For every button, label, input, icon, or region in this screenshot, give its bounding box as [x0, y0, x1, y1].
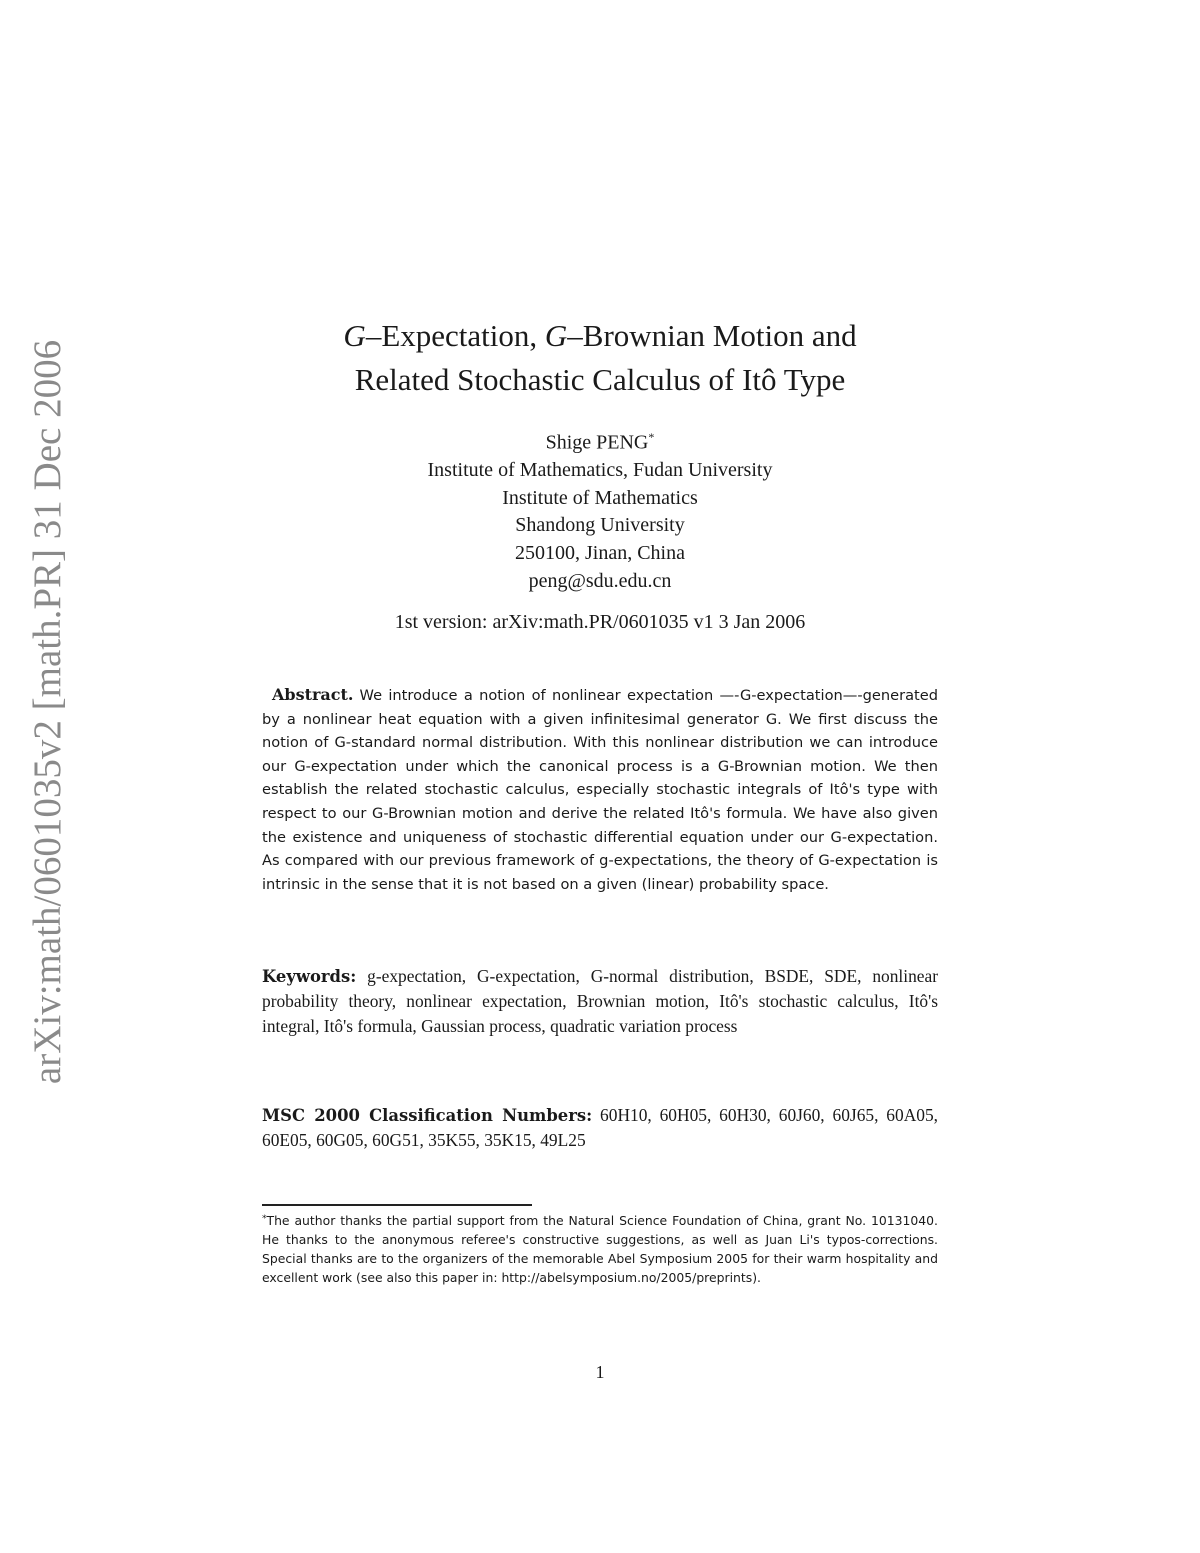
arxiv-side-stamp: arXiv:math/0601035v2 [math.PR] 31 Dec 2006 [26, 339, 69, 1085]
author-name: Shige PENG [545, 431, 649, 454]
footnote [262, 1210, 938, 1287]
paper-title [0, 314, 1200, 402]
title-symbol-g2: G [544, 318, 568, 353]
keywords-text: g-expectation, G-expectation, G-normal distribution, BSDE, SDE, nonlinear probability theory, nonlinear expectation, Brownian motion, Itô's stochastic calculus, Itô's integral, Itô's formula, Gaussian process, quadratic variation process [262, 966, 938, 1036]
author-footnote-mark: * [648, 430, 655, 444]
affiliation-line: Institute of Mathematics [502, 486, 698, 509]
abstract-label: Abstract. [272, 685, 354, 704]
keywords [262, 964, 938, 1038]
author-block [0, 424, 1200, 595]
abstract [262, 683, 938, 896]
title-line-2: Related Stochastic Calculus of Itô Type [354, 362, 846, 397]
footnote-mark: * [262, 1214, 267, 1224]
title-line-1-part-2: –Brownian Motion and [567, 318, 857, 353]
keywords-label: Keywords: [262, 967, 357, 986]
affiliation-line: 250100, Jinan, China [515, 542, 685, 565]
msc-codes: 60H10, 60H05, 60H30, 60J60, 60J65, 60A05, 60E05, 60G05, 60G51, 35K55, 35K15, 49L25 [262, 1105, 938, 1150]
author-name-line [0, 424, 1200, 457]
abstract-text: We introduce a notion of nonlinear expectation —-G-expectation—-generated by a nonlinear heat equation with a given infinitesimal generator G. We first discuss the notion of G-standard normal distribution. With this nonlinear distribution we can introduce our G-expectation under which the canonical process is a G-Brownian motion. We then establish the related stochastic calculus, especially stochastic integrals of Itô's type with respect to our G-Brownian motion and derive the related Itô's formula. We have also given the existence and uniqueness of stochastic differential equation under our G-expectation. As compared with our previous framework of g-expectations, the theory of G-expectation is intrinsic in the sense that it is not based on a given (linear) probability space. [262, 687, 938, 893]
page-number: 1 [595, 1362, 605, 1382]
footnote-rule [262, 1204, 532, 1206]
version-note: 1st version: arXiv:math.PR/0601035 v1 3 Jan 2006 [394, 611, 806, 633]
footnote-text: The author thanks the partial support from the Natural Science Foundation of China, grant No. 10131040. He thanks to the anonymous referee's constructive suggestions, as well as Juan Li's typos-corrections. Special thanks are to the organizers of the memorable Abel Symposium 2005 for their warm hospitality and excellent work (see also this paper in: http://abelsymposium.no/2005/preprints). [262, 1213, 938, 1285]
author-email: peng@sdu.edu.cn [528, 569, 672, 592]
msc-label: MSC 2000 Classification Numbers: [262, 1106, 593, 1125]
title-line-1 [0, 314, 1200, 358]
affiliation-line: Institute of Mathematics, Fudan University [427, 459, 773, 482]
title-symbol-g1: G [343, 318, 366, 353]
affiliation-line: Shandong University [515, 514, 685, 537]
msc-classification [262, 1103, 938, 1153]
title-line-1-part-1: –Expectation, [365, 318, 545, 353]
